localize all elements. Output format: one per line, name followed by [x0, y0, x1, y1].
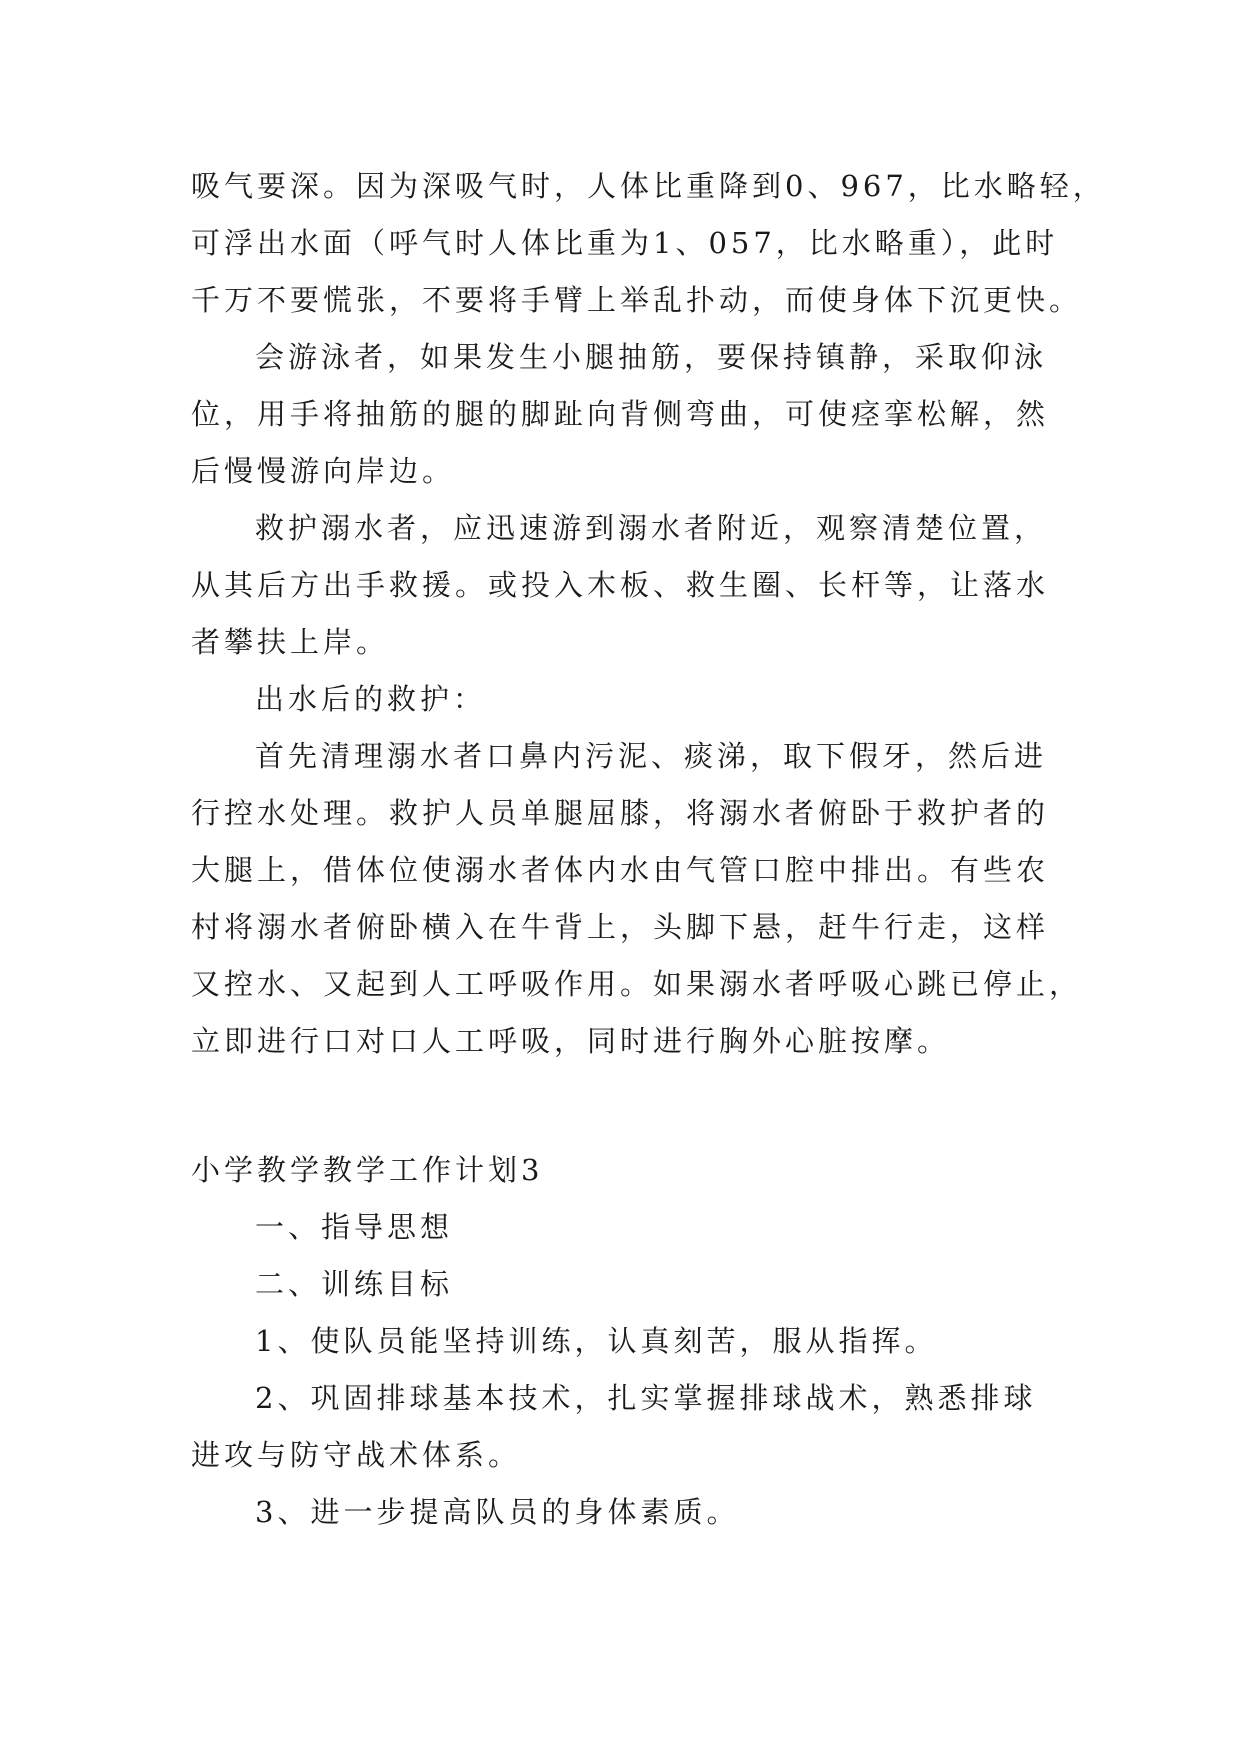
paragraph-line: 大腿上，借体位使溺水者体内水由气管口腔中排出。有些农 [191, 853, 1050, 887]
paragraph-line: 又控水、又起到人工呼吸作用。如果溺水者呼吸心跳已停止， [191, 967, 1083, 1001]
paragraph-line: 千万不要慌张，不要将手臂上举乱扑动，而使身体下沉更快。 [191, 283, 1083, 317]
paragraph-line: 村将溺水者俯卧横入在牛背上，头脚下悬，赶牛行走，这样 [191, 910, 1050, 944]
list-item-continuation: 进攻与防守战术体系。 [191, 1438, 522, 1472]
list-item: 1、使队员能坚持训练，认真刻苦，服从指挥。 [255, 1324, 938, 1358]
section-title: 小学教学教学工作计划3 [191, 1153, 544, 1187]
paragraph-line: 从其后方出手救援。或投入木板、救生圈、长杆等，让落水 [191, 568, 1050, 602]
paragraph-line: 吸气要深。因为深吸气时，人体比重降到0、967，比水略轻， [191, 169, 1106, 203]
outline-heading: 一、指导思想 [255, 1210, 454, 1244]
paragraph-line: 首先清理溺水者口鼻内污泥、痰涕，取下假牙，然后进 [255, 739, 1048, 773]
paragraph-line: 位，用手将抽筋的腿的脚趾向背侧弯曲，可使痉挛松解，然 [191, 397, 1050, 431]
paragraph-line: 行控水处理。救护人员单腿屈膝，将溺水者俯卧于救护者的 [191, 796, 1050, 830]
paragraph-line: 出水后的救护： [255, 682, 487, 716]
paragraph-line: 救护溺水者，应迅速游到溺水者附近，观察清楚位置， [255, 511, 1048, 545]
paragraph-line: 者攀扶上岸。 [191, 625, 390, 659]
paragraph-line: 会游泳者，如果发生小腿抽筋，要保持镇静，采取仰泳 [255, 340, 1048, 374]
paragraph-line: 可浮出水面（呼气时人体比重为1、057，比水略重），此时 [191, 226, 1059, 260]
paragraph-line: 立即进行口对口人工呼吸，同时进行胸外心脏按摩。 [191, 1024, 951, 1058]
list-item: 3、进一步提高队员的身体素质。 [255, 1495, 740, 1529]
paragraph-line: 后慢慢游向岸边。 [191, 454, 456, 488]
list-item: 2、巩固排球基本技术，扎实掌握排球战术，熟悉排球 [255, 1381, 1037, 1415]
outline-heading: 二、训练目标 [255, 1267, 454, 1301]
